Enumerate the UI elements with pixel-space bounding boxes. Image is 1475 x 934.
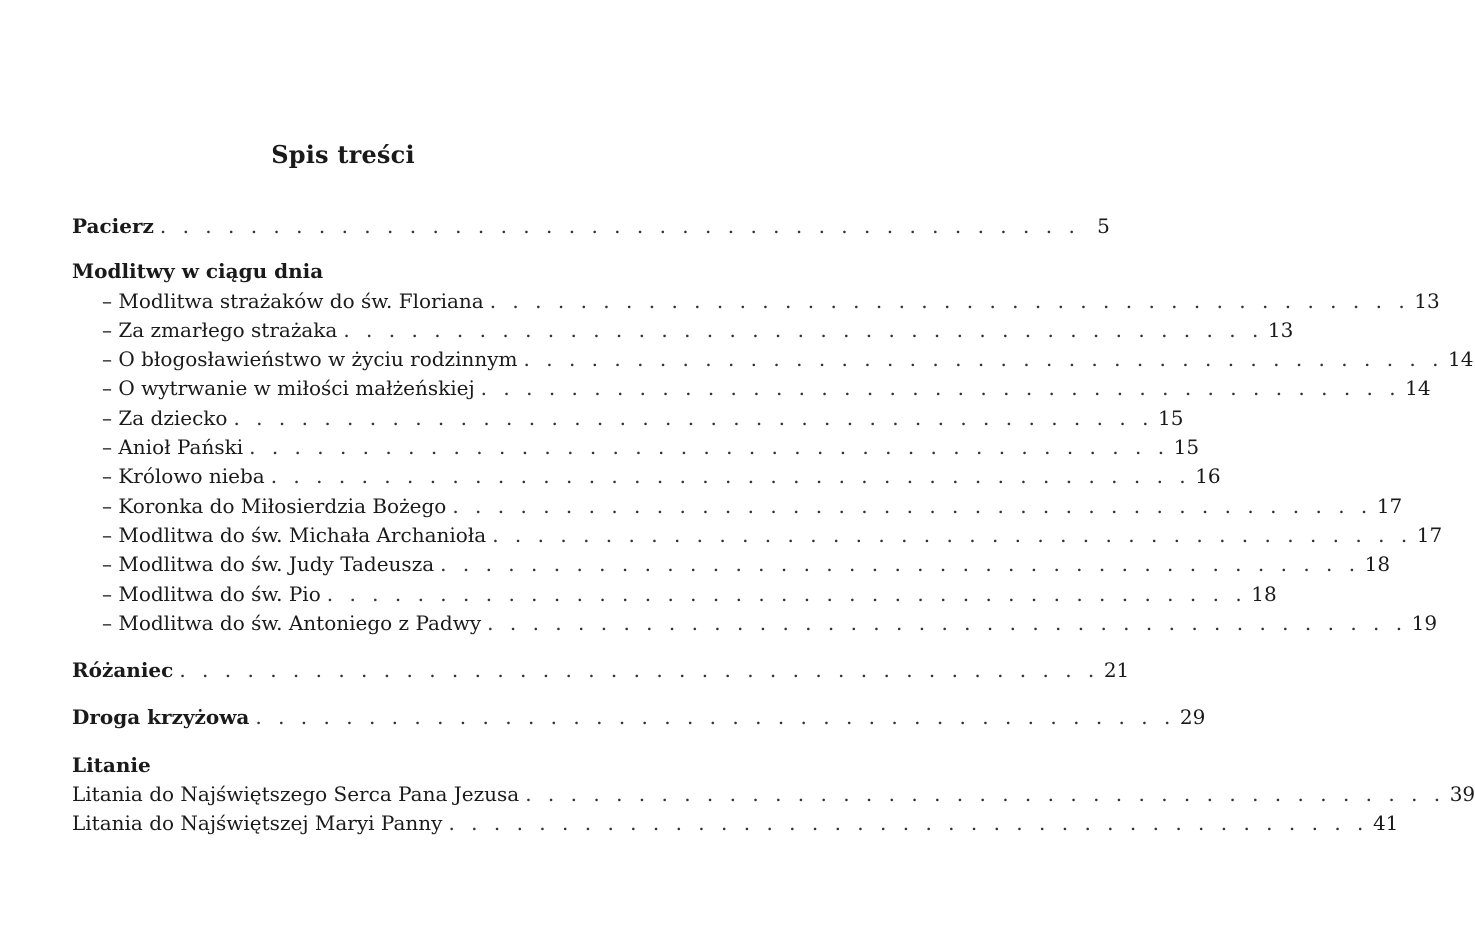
toc-page-number: 21 bbox=[1103, 658, 1130, 683]
toc-page-number: 18 bbox=[1251, 581, 1277, 606]
dot-leader: . . . . . . . . . . . . . . . . . . . . . . . . . . . . . . . . . . . . . . . . . bbox=[489, 288, 1410, 313]
dot-leader: . . . . . . . . . . . . . . . . . . . . . . . . . . . . . . . . . . . . . . . . . bbox=[523, 347, 1444, 372]
litanie-list bbox=[72, 780, 1475, 839]
section-heading-modlitwy: Modlitwy w ciągu dnia bbox=[72, 259, 324, 284]
toc-entry-label: Różaniec bbox=[72, 658, 174, 683]
toc-page-number: 14 bbox=[1405, 376, 1431, 401]
page-title: Spis treści bbox=[271, 140, 415, 169]
toc-entry-label: – Za zmarłego strażaka bbox=[102, 317, 338, 342]
table-of-contents bbox=[72, 212, 1475, 839]
dot-leader: . . . . . . . . . . . . . . . . . . . . . . . . . . . . . . . . . . . . . . . . . bbox=[440, 552, 1361, 577]
toc-page-number: 29 bbox=[1179, 705, 1206, 730]
toc-page-number: 5 bbox=[1097, 214, 1110, 238]
toc-page-number: 15 bbox=[1157, 405, 1184, 430]
dot-leader: . . . . . . . . . . . . . . . . . . . . . . . . . . . . . . . . . . . . . . . . . bbox=[255, 705, 1176, 730]
toc-entry bbox=[72, 316, 1294, 345]
toc-entry-label: – Koronka do Miłosierdzia Bożego bbox=[102, 493, 447, 518]
toc-entry-label: – Modlitwa do św. Judy Tadeusza bbox=[102, 552, 435, 577]
toc-entry-label: – O wytrwanie w miłości małżeńskiej bbox=[102, 376, 475, 401]
dot-leader: . . . . . . . . . . . . . . . . . . . . . . . . . . . . . . . . . . . . . . . . . bbox=[492, 522, 1413, 547]
toc-page-number: 18 bbox=[1364, 552, 1391, 577]
toc-entry bbox=[72, 492, 1403, 521]
toc-page-number: 17 bbox=[1416, 522, 1443, 547]
dot-leader: . . . . . . . . . . . . . . . . . . . . . . . . . . . . . . . . . . . . . . . . . bbox=[487, 610, 1408, 635]
toc-entry-label: Litania do Najświętszej Maryi Panny bbox=[72, 811, 443, 836]
toc-entry-label: – O błogosławieństwo w życiu rodzinnym bbox=[102, 347, 518, 372]
toc-entry-label: – Modlitwa strażaków do św. Floriana bbox=[102, 288, 484, 313]
dot-leader: . . . . . . . . . . . . . . . . . . . . . . . . . . . . . . . . . . . . . . . . . bbox=[525, 782, 1446, 807]
section-heading-litanie: Litanie bbox=[72, 752, 151, 777]
dot-leader: . . . . . . . . . . . . . . . . . . . . . . . . . . . . . . . . . . . . . . . . . bbox=[343, 317, 1264, 342]
dot-leader: . . . . . . . . . . . . . . . . . . . . . . . . . . . . . . . . . . . . . . . . . bbox=[270, 464, 1191, 489]
toc-entry bbox=[72, 521, 1443, 550]
dot-leader: . . . . . . . . . . . . . . . . . . . . . . . . . . . . . . . . . . . . . . . . . bbox=[249, 435, 1170, 460]
toc-page-number: 13 bbox=[1414, 288, 1440, 313]
toc-entry-label: – Modlitwa do św. Michała Archanioła bbox=[102, 522, 487, 547]
toc-entry bbox=[72, 462, 1221, 491]
toc-page-number: 39 bbox=[1449, 782, 1475, 807]
toc-page-number: 17 bbox=[1376, 493, 1403, 518]
toc-entry-label: – Modlitwa do św. Antoniego z Padwy bbox=[102, 610, 482, 635]
toc-entry-rozaniec bbox=[72, 656, 1130, 685]
dot-leader: . . . . . . . . . . . . . . . . . . . . . . . . . . . . . . . . . . . . . . . . . bbox=[326, 581, 1247, 606]
toc-entry bbox=[72, 550, 1391, 579]
toc-entry bbox=[72, 809, 1399, 838]
toc-entry bbox=[72, 780, 1475, 809]
modlitwy-list bbox=[72, 287, 1474, 639]
dot-leader: . . . . . . . . . . . . . . . . . . . . . . . . . . . . . . . . . . . . . . . . . bbox=[159, 214, 1080, 238]
toc-entry bbox=[72, 609, 1438, 638]
dot-leader: . . . . . . . . . . . . . . . . . . . . . . . . . . . . . . . . . . . . . . . . . bbox=[480, 376, 1401, 401]
toc-entry bbox=[72, 287, 1440, 316]
toc-entry-label: – Za dziecko bbox=[102, 405, 228, 430]
toc-page-number: 15 bbox=[1173, 435, 1200, 460]
toc-entry bbox=[72, 580, 1277, 609]
toc-entry-label: Litania do Najświętszego Serca Pana Jezusa bbox=[72, 782, 520, 807]
dot-leader: . . . . . . . . . . . . . . . . . . . . . . . . . . . . . . . . . . . . . . . . . bbox=[233, 405, 1154, 430]
toc-entry-pacierz bbox=[72, 212, 1110, 241]
dot-leader: . . . . . . . . . . . . . . . . . . . . . . . . . . . . . . . . . . . . . . . . . bbox=[448, 811, 1369, 836]
toc-entry-label: – Anioł Pański bbox=[102, 435, 244, 460]
toc-page-number: 16 bbox=[1195, 464, 1221, 489]
toc-entry-label: Droga krzyżowa bbox=[72, 705, 250, 730]
toc-entry-label: – Modlitwa do św. Pio bbox=[102, 581, 321, 606]
toc-entry bbox=[72, 433, 1200, 462]
toc-entry bbox=[72, 374, 1431, 403]
dot-leader: . . . . . . . . . . . . . . . . . . . . . . . . . . . . . . . . . . . . . . . . . bbox=[179, 658, 1100, 683]
toc-page-number: 41 bbox=[1372, 811, 1399, 836]
toc-page-number: 13 bbox=[1267, 317, 1294, 342]
toc-page-number: 19 bbox=[1411, 610, 1438, 635]
dot-leader: . . . . . . . . . . . . . . . . . . . . . . . . . . . . . . . . . . . . . . . . . bbox=[452, 493, 1373, 518]
toc-page-number: 14 bbox=[1448, 347, 1474, 372]
toc-entry-label: – Królowo nieba bbox=[102, 464, 265, 489]
toc-entry-droga-krzyzowa bbox=[72, 703, 1206, 732]
toc-entry bbox=[72, 404, 1184, 433]
toc-entry-label: Pacierz bbox=[72, 214, 154, 238]
toc-entry bbox=[72, 345, 1474, 374]
